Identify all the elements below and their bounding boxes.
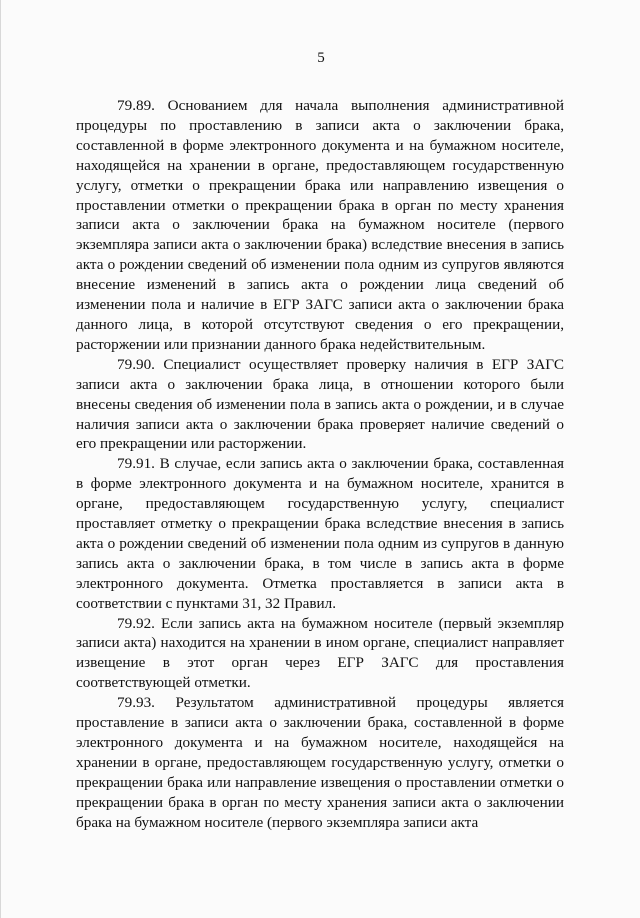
- paragraph-79-91: 79.91. В случае, если запись акта о заключении брака, составленная в форме электронного документа и на бумажном носителе, хранится в органе, предоставляющем государственную услугу, специалист проставляет отметку о прекращении брака вследствие внесения в запись акта о рождении сведений об изменении пола одним из супругов в данную запись акта о заключении брака, в том числе в запись акта в форме электронного документа. Отметка проставляется в записи акта в соответствии с пунктами 31, 32 Правил.: [76, 455, 564, 612]
- paragraph-79-90: 79.90. Специалист осуществляет проверку наличия в ЕГР ЗАГС записи акта о заключении брака лица, в отношении которого были внесены сведения об изменении пола в запись акта о рождении, и в случае наличия записи акта о заключении брака проверяет наличие сведений о его прекращении или расторжении.: [76, 355, 564, 453]
- paragraph-79-93: 79.93. Результатом административной процедуры является проставление в записи акта о заключении брака, составленной в форме электронного документа и на бумажном носителе, находящейся на хранении в органе, предоставляющем государственную услугу, отметки о прекращении брака или направление извещения о проставлении отметки о прекращении брака в орган по месту хранения записи акта о заключении брака на бумажном носителе (первого экземпляра записи акта: [76, 694, 564, 831]
- paragraph-79-92: 79.92. Если запись акта на бумажном носителе (первый экземпляр записи акта) находится на хранении в ином органе, специалист направляет извещение в этот орган через ЕГР ЗАГС для проставления соответствующей отметки.: [76, 614, 564, 692]
- document-body: [76, 96, 564, 833]
- paragraph-79-89: 79.89. Основанием для начала выполнения административной процедуры по проставлению в записи акта о заключении брака, составленной в форме электронного документа и на бумажном носителе, находящейся на хранении в органе, предоставляющем государственную услугу, отметки о прекращении брака или направлению извещения о проставлении отметки о прекращении брака в орган по месту хранения записи акта о заключении брака на бумажном носителе (первого экземпляра записи акта о заключении брака) вследствие внесения в запись акта о рождении сведений об изменении пола одним из супругов являются внесение изменений в запись акта о рождении лица сведений об изменении пола и наличие в ЕГР ЗАГС записи акта о заключении брака данного лица, в которой отсутствуют сведения о его прекращении, расторжении или признании данного брака недействительным.: [76, 97, 564, 353]
- page-number: 5: [317, 50, 325, 66]
